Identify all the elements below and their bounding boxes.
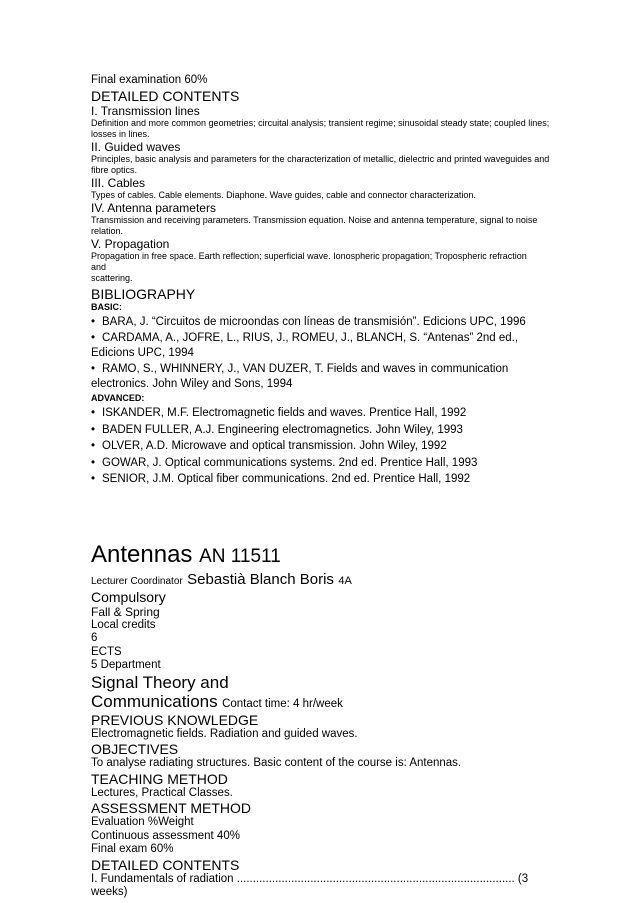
bullet-icon: • — [91, 440, 96, 452]
bullet-icon: • — [91, 407, 96, 419]
section-text: Principles, basic analysis and parameters for the characterization of metallic, dielectric and printed waveguides and fibre optics. — [91, 153, 550, 175]
assessment-method-heading: ASSESSMENT METHOD — [91, 800, 251, 816]
assessment-line: Final exam 60% — [91, 843, 174, 855]
lecturer-line — [91, 571, 551, 589]
bibliography-item: • BARA, J. “Circuitos de microondas con líneas de transmisión”. Edicions UPC, 1996 — [91, 315, 526, 328]
bullet-icon: • — [91, 456, 96, 469]
objectives-text: To analyse radiating structures. Basic content of the course is: Antennas. — [91, 757, 462, 769]
section-title: III. Cables — [91, 175, 146, 190]
department-contact-line: Communications Contact time: 4 hr/week — [91, 691, 343, 711]
section-title: IV. Antenna parameters — [91, 200, 216, 215]
assessment-line: Evaluation %Weight — [91, 816, 194, 828]
previous-knowledge-heading: PREVIOUS KNOWLEDGE — [91, 711, 259, 728]
bullet-icon: • — [91, 363, 96, 375]
bibliography-item: • GOWAR, J. Optical communications systems. 2nd ed. Prentice Hall, 1993 — [91, 456, 478, 469]
bibliography-item: • CARDAMA, A., JOFRE, L., RIUS, J., ROMEU, J., BLANCH, S. “Antenas” 2nd ed., Edicions UPC, 1994 — [91, 332, 519, 359]
section-text-line: and — [91, 261, 107, 272]
local-credits-value: 6 — [91, 632, 98, 644]
section-title: I. Transmission lines — [91, 103, 200, 118]
local-credits-label: Local credits — [91, 618, 156, 631]
bibliography-item: • RAMO, S., WHINNERY, J., VAN DUZER, T. Fields and waves in communication electronics. John Wiley and Sons, 1994 — [91, 363, 509, 390]
final-exam-line: Final examination 60% — [91, 74, 208, 86]
course-semester: Fall & Spring — [91, 604, 160, 619]
bullet-icon: • — [91, 332, 96, 344]
ects-department: 5 Department — [91, 659, 161, 671]
lecturer-label: Lecturer Coordinator — [91, 575, 183, 587]
assessment-line: Continuous assessment 40% — [91, 829, 240, 842]
basic-label: BASIC: — [91, 301, 122, 312]
bullet-icon: • — [91, 423, 96, 436]
section-text: Transmission and receiving parameters. Transmission equation. Noise and antenna temperature, signal to noise relation. — [91, 214, 538, 236]
contents-item: I. Fundamentals of radiation ....................................................................................... (3 weeks) — [91, 872, 529, 898]
section-title: II. Guided waves — [91, 139, 181, 154]
detailed-contents-heading-2: DETAILED CONTENTS — [91, 856, 240, 873]
bibliography-item: • SENIOR, J.M. Optical fiber communications. 2nd ed. Prentice Hall, 1992 — [91, 473, 471, 485]
detailed-contents-heading: DETAILED CONTENTS — [91, 87, 240, 104]
contact-time: Contact time: 4 hr/week — [222, 697, 343, 710]
teaching-method-heading: TEACHING METHOD — [91, 770, 228, 787]
section-title: V. Propagation — [91, 236, 170, 251]
bibliography-item: • BADEN FULLER, A.J. Engineering electromagnetics. John Wiley, 1993 — [91, 423, 463, 436]
course-code: AN 11511 — [199, 545, 281, 567]
lecturer-name: Sebastià Blanch Boris — [187, 570, 334, 588]
advanced-label: ADVANCED: — [91, 393, 145, 403]
bibliography-heading: BIBLIOGRAPHY — [91, 285, 196, 302]
department-name: Signal Theory and — [91, 672, 229, 692]
bullet-icon: • — [91, 315, 96, 328]
bullet-icon: • — [91, 473, 96, 485]
section-text-line: scattering. — [91, 272, 133, 283]
section-text-line: Propagation in free space. Earth reflection; superficial wave. Ionospheric propagation; Tropospheric refraction — [91, 250, 527, 261]
lecturer-room: 4A — [338, 574, 352, 587]
bibliography-item: • OLVER, A.D. Microwave and optical transmission. John Wiley, 1992 — [91, 440, 447, 452]
ects-label: ECTS — [91, 645, 122, 658]
objectives-heading: OBJECTIVES — [91, 741, 179, 757]
teaching-method-text: Lectures, Practical Classes. — [91, 786, 233, 799]
previous-knowledge-text: Electromagnetic fields. Radiation and guided waves. — [91, 727, 358, 740]
bibliography-item: • ISKANDER, M.F. Electromagnetic fields and waves. Prentice Hall, 1992 — [91, 407, 467, 419]
document-page — [91, 74, 551, 900]
course-type: Compulsory — [91, 588, 166, 605]
course-title: Antennas AN 11511 — [91, 540, 281, 568]
section-text: Types of cables. Cable elements. Diaphone. Wave guides, cable and connector characterization. — [91, 189, 476, 200]
section-text: Definition and more common geometries; circuital analysis; transient regime; sinusoidal steady state; coupled lines; losses in lines. — [91, 117, 550, 139]
